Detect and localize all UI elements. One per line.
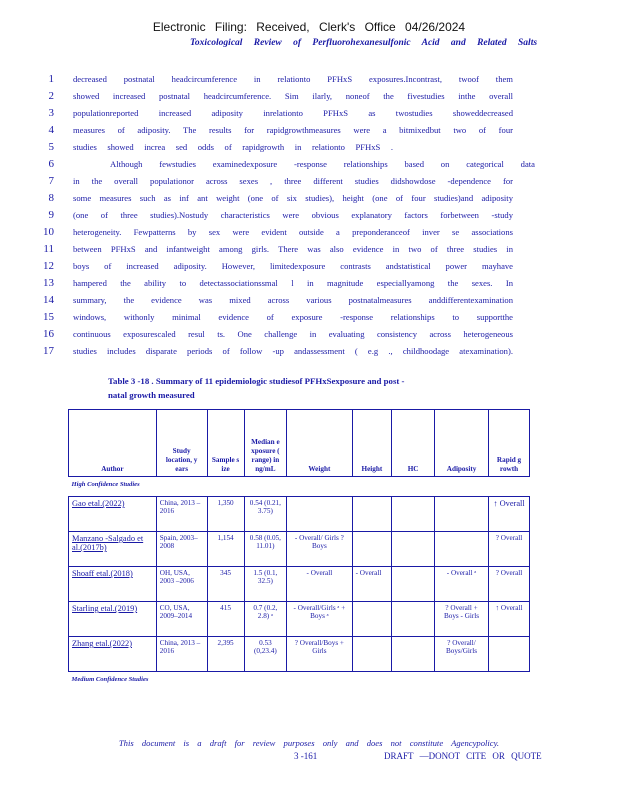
- line-text: decreased postnatal headcircumference in relationto PFHxS exposures.Incontrast, twoof them: [73, 74, 513, 84]
- text-line: [0, 343, 618, 360]
- table-row: [69, 497, 530, 532]
- cell-author: Shoaff etal.(2018): [69, 567, 157, 602]
- line-text: studies includes disparate periods of follow -up andassessment ( e.g ., childhoodage atexamination).: [73, 346, 513, 356]
- line-number: 10: [43, 226, 54, 238]
- document-subtitle: Toxicological Review of Perfluorohexanesulfonic Acid and Related Salts: [190, 38, 538, 48]
- cell-location: China, 2013 –2016: [156, 637, 207, 672]
- section-row: [69, 477, 530, 497]
- col-header-author: Author: [69, 410, 157, 477]
- cell-author: Starling etal.(2019): [69, 602, 157, 637]
- cell-adiposity: - Overall ᵃ: [435, 567, 489, 602]
- cell-hc: [392, 567, 435, 602]
- line-number: 12: [43, 260, 54, 272]
- cell-median: 0.54 (0.21, 3.75): [244, 497, 287, 532]
- cell-author: Gao etal.(2022): [69, 497, 157, 532]
- draft-disclaimer: This document is a draft for review purposes only and does not constitute Agencypolicy.: [118, 738, 500, 748]
- cell-height: [352, 532, 392, 567]
- cell-rapid-growth: ↑ Overall: [489, 602, 530, 637]
- line-number: 6: [48, 158, 54, 170]
- cell-location: CO, USA, 2009–2014: [156, 602, 207, 637]
- line-number: 9: [48, 209, 54, 221]
- col-header-sample: Sample s ize: [207, 410, 244, 477]
- text-line: [0, 139, 618, 156]
- text-line: [0, 190, 618, 207]
- line-text: studies showed increa sed odds of rapidgrowth in relationto PFHxS .: [73, 142, 393, 152]
- caption-line: natal growth measured: [108, 390, 195, 400]
- table-row: [69, 602, 530, 637]
- line-text: continuous exposurescaled resul ts. One challenge in evaluating consistency across heterogeneous: [73, 329, 513, 339]
- line-number: 8: [48, 192, 54, 204]
- cell-location: Spain, 2003–2008: [156, 532, 207, 567]
- table-header-row: [69, 410, 530, 477]
- cell-median: 0.7 (0.2, 2.8) ᵃ: [244, 602, 287, 637]
- line-text: hampered the ability to detectassociationssmal l in magnitude especiallyamong the sexes. In: [73, 278, 513, 288]
- line-number: 17: [43, 345, 54, 357]
- line-number: 16: [43, 328, 54, 340]
- line-number: 5: [48, 141, 54, 153]
- cell-weight: - Overall/ Girls ? Boys: [287, 532, 352, 567]
- caption-line: Table 3 -18 . Summary of 11 epidemiologic studiesof PFHxSexposure and post -: [108, 376, 405, 386]
- col-header-median: Median e xposure ( range) in ng/mL: [244, 410, 287, 477]
- cell-author: Manzano -Salgado et al.(2017b): [69, 532, 157, 567]
- cell-median: 0.53 (0,23.4): [244, 637, 287, 672]
- line-number: 3: [48, 107, 54, 119]
- cell-sample: 2,395: [207, 637, 244, 672]
- line-text: between PFHxS and infantweight among girls. There was also evidence in two of three studies in: [73, 244, 513, 254]
- cell-sample: 1,350: [207, 497, 244, 532]
- text-line: [0, 105, 618, 122]
- line-number: 2: [48, 90, 54, 102]
- line-number: 4: [48, 124, 54, 136]
- cell-rapid-growth: ? Overall: [489, 567, 530, 602]
- col-header-height: Height: [352, 410, 392, 477]
- section-label: High Confidence Studies: [69, 477, 530, 497]
- line-text: populationreported increased adiposity inrelationto PFHxS as twostudies showeddecreased: [73, 108, 513, 118]
- text-line: [0, 156, 618, 173]
- line-number: 11: [43, 243, 54, 255]
- col-header-adiposity: Adiposity: [435, 410, 489, 477]
- line-number: 13: [43, 277, 54, 289]
- line-text: summary, the evidence was mixed across various postnatalmeasures anddifferentexamination: [73, 295, 513, 305]
- text-line: [0, 241, 618, 258]
- line-number: 14: [43, 294, 54, 306]
- line-text: Although fewstudies examinedexposure -response relationships based on categorical data: [110, 159, 535, 169]
- cell-hc: [392, 637, 435, 672]
- text-line: [0, 88, 618, 105]
- cell-weight: - Overall/Girls ᵃ + Boys ᵃ: [287, 602, 352, 637]
- table-caption: [108, 374, 528, 402]
- text-line: [0, 224, 618, 241]
- cell-adiposity: ? Overall + Boys - Girls: [435, 602, 489, 637]
- section-row: [69, 672, 530, 692]
- text-line: [0, 122, 618, 139]
- text-line: [0, 207, 618, 224]
- cell-height: [352, 497, 392, 532]
- text-line: [0, 258, 618, 275]
- cell-hc: [392, 602, 435, 637]
- cell-sample: 345: [207, 567, 244, 602]
- cell-height: [352, 602, 392, 637]
- cell-location: China, 2013 –2016: [156, 497, 207, 532]
- body-text: [0, 71, 618, 360]
- line-text: measures of adiposity. The results for rapidgrowthmeasures were a bitmixedbut two of four: [73, 125, 513, 135]
- text-line: [0, 309, 618, 326]
- cell-weight: [287, 497, 352, 532]
- cell-rapid-growth: [489, 637, 530, 672]
- table-row: [69, 567, 530, 602]
- text-line: [0, 275, 618, 292]
- cell-weight: - Overall: [287, 567, 352, 602]
- filing-header: Electronic Filing: Received, Clerk's Office 04/26/2024: [152, 20, 466, 34]
- cell-height: - Overall: [352, 567, 392, 602]
- line-text: some measures such as inf ant weight (one of six studies), height (one of four studies)and adiposity: [73, 193, 513, 203]
- cell-height: [352, 637, 392, 672]
- col-header-weight: Weight: [287, 410, 352, 477]
- page-number: 3 -161: [294, 751, 318, 761]
- line-text: (one of three studies).Nostudy characteristics were obvious explanatory factors forbetween -study: [73, 210, 513, 220]
- text-line: [0, 71, 618, 88]
- cell-location: OH, USA, 2003 –2006: [156, 567, 207, 602]
- col-header-location: Study location, y ears: [156, 410, 207, 477]
- cell-adiposity: [435, 497, 489, 532]
- cell-rapid-growth: ? Overall: [489, 532, 530, 567]
- cell-hc: [392, 497, 435, 532]
- line-text: in the overall populationor across sexes , three different studies didshowdose -dependence for: [73, 176, 513, 186]
- text-line: [0, 292, 618, 309]
- cell-sample: 415: [207, 602, 244, 637]
- cell-median: 0.58 (0.05, 11.01): [244, 532, 287, 567]
- line-text: boys of increased adiposity. However, limitedexposure contrasts andstatistical power mayhave: [73, 261, 513, 271]
- line-number: 7: [48, 175, 54, 187]
- cell-hc: [392, 532, 435, 567]
- table-row: [69, 637, 530, 672]
- text-line: [0, 173, 618, 190]
- cell-rapid-growth: ↑ Overall: [489, 497, 530, 532]
- text-line: [0, 326, 618, 343]
- cell-median: 1.5 (0.1, 32.5): [244, 567, 287, 602]
- cell-sample: 1,154: [207, 532, 244, 567]
- cell-weight: ? Overall/Boys + Girls: [287, 637, 352, 672]
- cell-author: Zhang etal.(2022): [69, 637, 157, 672]
- line-number: 15: [43, 311, 54, 323]
- line-text: showed increased postnatal headcircumference. Sim ilarly, noneof the fivestudies inthe overall: [73, 91, 513, 101]
- line-number: 1: [48, 73, 54, 85]
- section-label: Medium Confidence Studies: [69, 672, 530, 692]
- col-header-rapid-growth: Rapid g rowth: [489, 410, 530, 477]
- table-row: [69, 532, 530, 567]
- summary-table: [68, 409, 530, 691]
- draft-notice: DRAFT —DONOT CITE OR QUOTE: [384, 751, 542, 761]
- cell-adiposity: ? Overall/ Boys/Girls: [435, 637, 489, 672]
- col-header-hc: HC: [392, 410, 435, 477]
- line-text: heterogeneity. Fewpatterns by sex were evident outside a preponderanceof inver se associations: [73, 227, 513, 237]
- line-text: windows, withonly minimal evidence of exposure -response relationships to supportthe: [73, 312, 513, 322]
- cell-adiposity: [435, 532, 489, 567]
